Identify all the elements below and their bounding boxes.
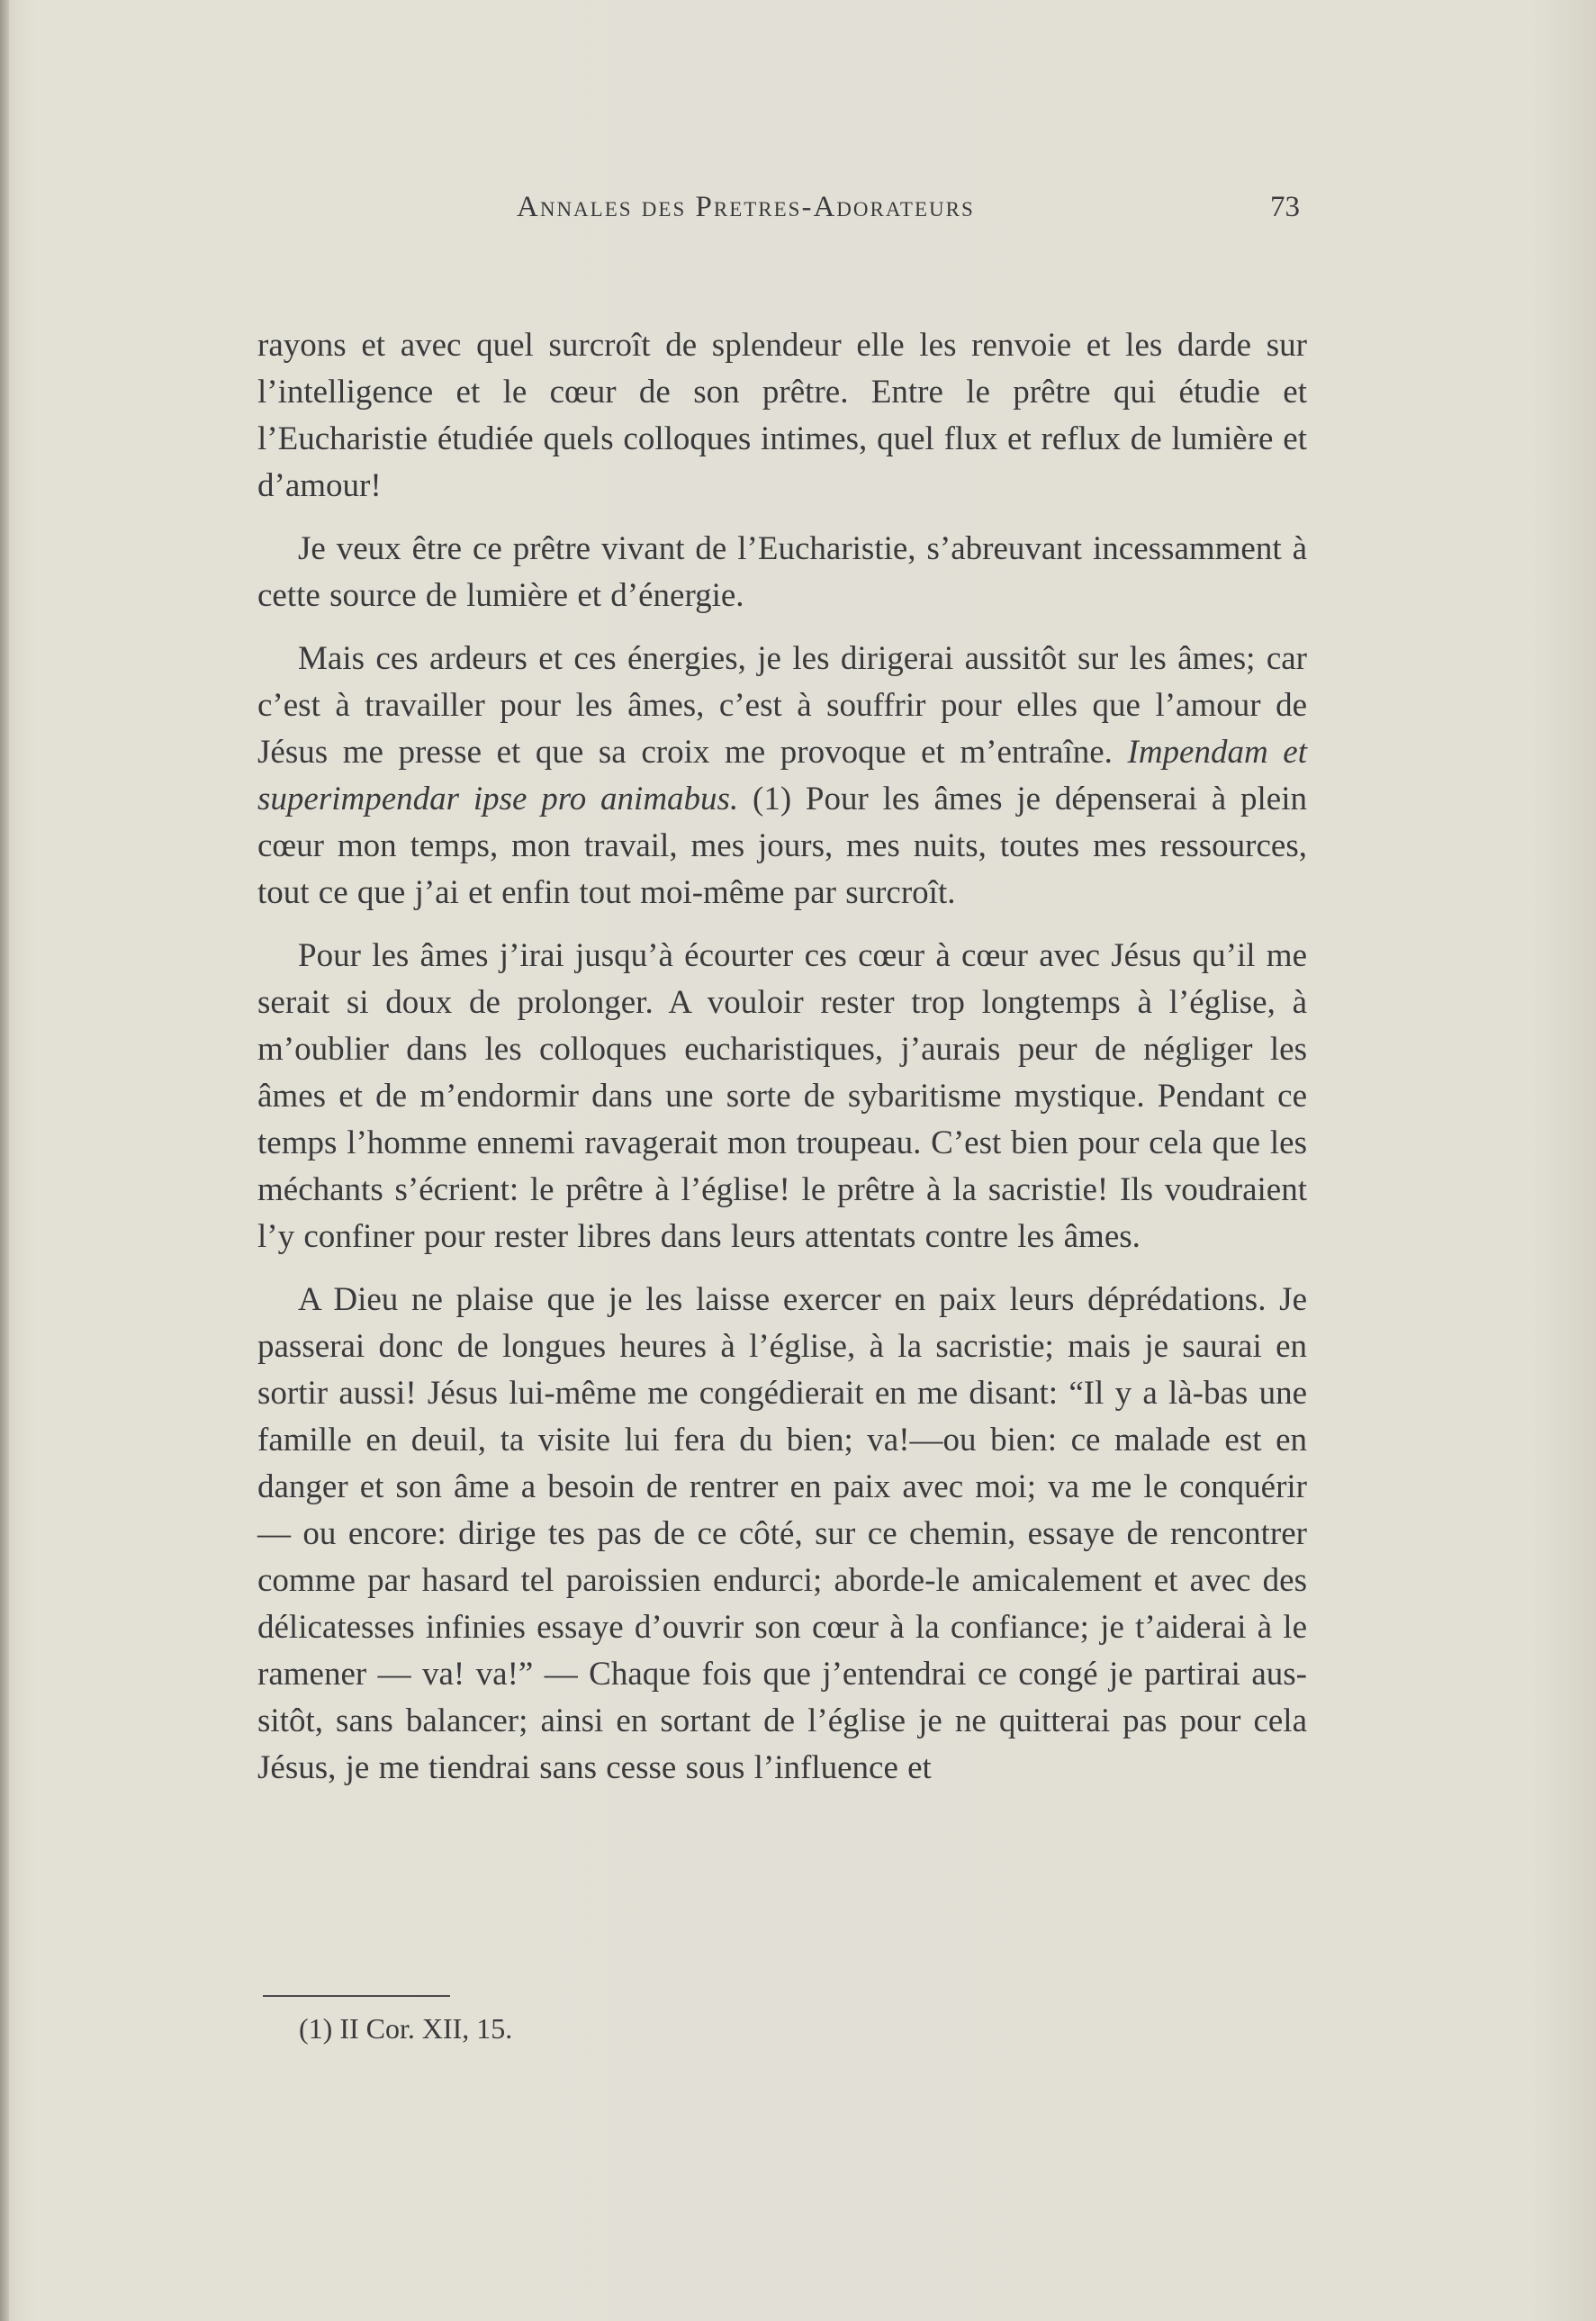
paragraph-2: Je veux être ce prêtre vivant de l’Eucharistie, s’abreuvant incessamment à cette source de lumière et d’énergie. [257,530,1307,614]
page-header [259,191,1309,236]
paragraph-1: rayons et avec quel surcroît de splendeur elle les renvoie et les darde sur l’intelligence et le cœur de son prêtre. Entre le prêtre qui étudie et l’Eucharistie étudiée quels colloques intimes, quel flux et reflux de lumière et d’amour! [257,327,1307,504]
page-body [257,322,1307,1808]
running-head: Annales des Pretres-Adorateurs [517,191,975,223]
page-spine-edge [0,0,9,2321]
paragraph-4: Pour les âmes j’irai jusqu’à écourter ces cœur à cœur avec Jésus qu’il me serait si doux de prolonger. A vouloir rester trop longtemps à l’église, à m’oublier dans les colloques eucharistiques, j’aurais peur de négliger les âmes et de m’endormir dans une sorte de sybaritisme mystique. Pendant ce temps l’homme ennemi ravagerait mon troupeau. C’est bien pour cela que les méchants s’écrient: le prêtre à l’église! le prêtre à la sacristie! Ils voudraient l’y confiner pour rester libres dans leurs attentats contre les âmes. [257,937,1307,1255]
footnote-divider [263,1995,450,1997]
paragraph-5: A Dieu ne plaise que je les laisse exercer en paix leurs déprédations. Je passerai donc de longues heures à l’église, à la sacristie; mais je saurai en sortir aussi! Jésus lui-même me congédierait en me disant: “Il y a là-bas une famille en deuil, ta visite lui fera du bien; va!—ou bien: ce malade est en danger et son âme a besoin de rentrer en paix avec moi; va me le conquérir — ou encore: dirige tes pas de ce côté, sur ce chemin, essaye de rencontrer comme par hasard tel paroissien endurci; aborde-le amicalement et avec des délicatesses infinies essaye d’ouvrir son cœur à la confiance; je t’aiderai à le ramener — va! va!” — Chaque fois que j’entendrai ce congé je partirai aussitôt, sans balancer; ainsi en sortant de l’église je ne quitterai pas pour cela Jésus, je me tiendrai sans cesse sous l’influence et [257,1281,1307,1786]
footnote: (1) II Cor. XII, 15. [299,2012,513,2045]
page-number: 73 [1270,191,1300,223]
paragraph-3-text-start: Mais ces ardeurs et ces énergies, je les dirigerai aussitôt sur les âmes; car c’est à travailler pour les âmes, c’est à souffrir pour elles que l’amour de Jésus me presse et que sa croix me provoque et m’entraîne. [257,640,1307,771]
paragraph-3-text-end: (1) Pour les âmes je dépenserai à plein cœur mon temps, mon travail, mes jours, mes nuits, toutes mes ressources, tout ce que j’ai et enfin tout moi-même par surcroît. [257,781,1307,911]
latin-quotation: Impendam et superimpendar ipse pro animabus. [257,734,1308,817]
paragraph-3 [257,636,1307,917]
